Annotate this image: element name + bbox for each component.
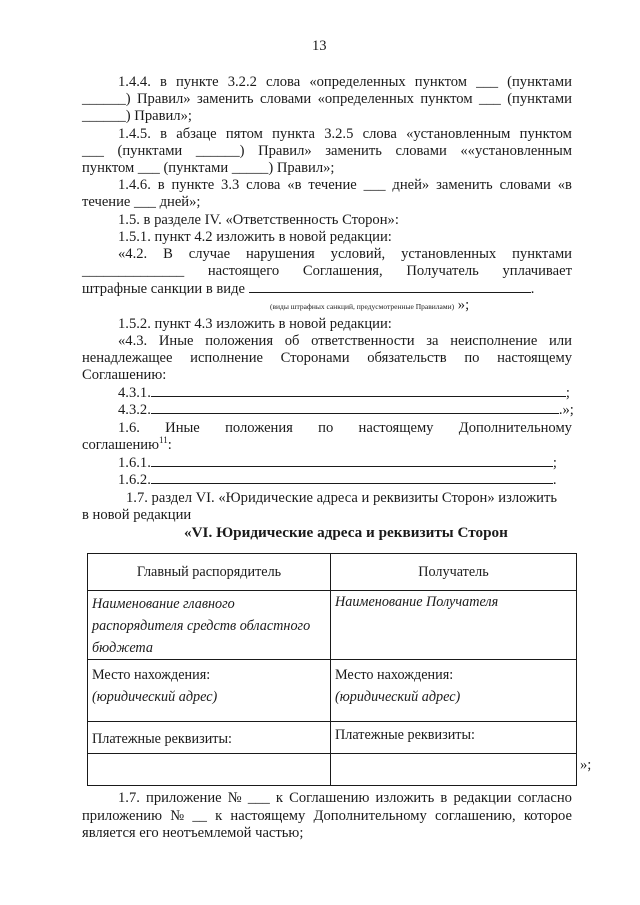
word: по [318,420,334,436]
word: случае [188,246,231,262]
word: слова [265,74,301,90]
word: «определенных [317,91,414,107]
word: Иные [165,420,200,436]
table-row-empty [88,754,577,786]
table-closing-quote: »; [580,757,592,773]
clause-1-6-line1 [118,420,572,437]
location-label: Место нахождения: [92,667,211,683]
word: ______) [82,91,131,107]
word: редакции [453,790,512,806]
word: __ [192,808,207,824]
blank-line [151,472,553,484]
word: пунктами [512,246,572,262]
closing-quote: »; [457,297,470,313]
clause-4-2-line1 [118,246,572,263]
clause-1-4-6-line2: течение ___ дней»; [82,194,201,210]
clause-1-4-4-line3: ______) Правил»; [82,108,192,124]
word: Дополнительному [313,808,427,824]
requisites-table [87,553,577,786]
word: пунктом [519,126,572,142]
word: ««установленным [460,143,572,159]
word: обязательств [367,350,447,366]
word: по [464,350,480,366]
word: положения [225,420,293,436]
appendix-clause-line1 [118,790,572,807]
clause-1-5-2: 1.5.2. пункт 4.3 изложить в новой редакции: [118,316,392,332]
word: условий, [330,246,386,262]
word: в [160,126,167,142]
penalty-text: штрафные санкции в виде [82,281,246,297]
word: Правил» [258,143,312,159]
word: заменить [325,143,382,159]
clause-1-5: 1.5. в разделе IV. «Ответственность Сторон»: [118,212,399,228]
period: . [530,281,535,297]
payment-cell-left: Платежные реквизиты: [88,722,331,754]
word: ___ [363,177,386,193]
word: течение [308,177,357,193]
word: «в [287,177,302,193]
word: настоящему [358,420,434,436]
location-hint: (юридический адрес) [335,689,461,705]
word: в [440,790,448,806]
location-cell-right [331,660,577,722]
payment-cell-right: Платежные реквизиты: [331,722,577,754]
word: дней» [392,177,430,193]
word: установленных [401,246,497,262]
name-cell-left: Наименование главного распорядителя средств областного бюджета [88,591,331,660]
clause-4-2-line3 [82,281,534,298]
clause-4-3-line2 [82,350,572,367]
word: Соглашения, [302,263,383,279]
clause-1-4-5-line3: пунктом ___ (пунктами _____) Правил»; [82,160,335,176]
word: пунктом [414,74,468,90]
word: соглашению, [434,808,516,824]
clause-1-4-4-line1 [118,74,572,91]
clause-1-6-2 [118,472,557,489]
word: 1.4.4. [118,74,151,90]
word: 1.4.6. [118,177,151,193]
word: ненадлежащее [82,350,173,366]
word: № [227,790,242,806]
clause-1-4-4-line2 [82,91,572,108]
appendix-clause-line2 [82,808,572,825]
word: за [426,333,439,349]
word: слова [362,126,397,142]
word: «4.3. [118,333,148,349]
word: которое [523,808,572,824]
empty-cell-left [88,754,331,786]
word: 3.2.2 [227,74,257,90]
word: исполнение [190,350,264,366]
page-number: 13 [312,38,327,54]
word: ___ [82,143,104,159]
word: заменить [196,91,254,107]
word: согласно [517,790,572,806]
table-row-location [88,660,577,722]
clause-1-7-line1: 1.7. раздел VI. «Юридические адреса и реквизиты Сторон» изложить [126,490,558,506]
word: 3.3 [221,177,240,193]
word: об [284,333,300,349]
word: пунктом [420,91,473,107]
punct: ; [565,385,570,401]
word: словами [499,177,551,193]
clause-1-4-5-line1 [118,126,572,143]
word: изложить [375,790,435,806]
word: Получатель [406,263,479,279]
item-number: 1.6.1. [118,455,151,471]
word: (пунктами [507,74,572,90]
table-row-payment [88,722,577,754]
word: словами [259,91,312,107]
word: пункте [171,177,215,193]
word: неисполнение [450,333,538,349]
punct: : [167,437,172,453]
clause-1-6-line2 [82,437,172,454]
word: ответственности [311,333,415,349]
item-number: 4.3.2. [118,402,151,418]
empty-cell-right [331,754,577,786]
word: (пунктами [117,143,183,159]
appendix-clause-line3: является его неотъемлемой частью; [82,825,304,841]
name-cell-right: Наименование Получателя [331,591,577,660]
word: слова [246,177,281,193]
penalty-hint: (виды штрафных санкций, предусмотренные Правилами) [270,302,455,311]
table-row-name [88,591,577,660]
word: к [215,808,223,824]
item-number: 4.3.1. [118,385,151,401]
word: 1.7. [118,790,140,806]
header-cell-recipient: Получатель [331,554,577,591]
clause-1-4-5-line2 [82,143,572,160]
word: пункте [175,74,219,90]
penalty-blank [249,281,531,293]
word: Иные [158,333,194,349]
word: № [170,808,185,824]
clause-1-7-line2: в новой редакции [82,507,192,523]
word: уплачивает [502,263,572,279]
punct: ; [552,455,557,471]
clause-4-2-line2 [82,263,572,280]
word: ______________ [82,263,185,279]
word: к [275,790,283,806]
word: 1.4.5. [118,126,151,142]
word: положения [205,333,274,349]
section-title: «VI. Юридические адреса и реквизиты Сторон [184,524,508,541]
clause-4-3-line1 [118,333,572,350]
clause-4-3-1 [118,385,570,402]
word: пункта [272,126,315,142]
clause-4-3-2 [118,402,574,419]
blank-line [151,402,559,414]
word: в [157,177,165,193]
punct: .»; [558,402,574,418]
word: (пунктами [507,91,572,107]
word: ______) [195,143,245,159]
word: ___ [478,91,501,107]
word: 1.6. [118,420,140,436]
word: словами [395,143,447,159]
word: «4.2. [118,246,148,262]
word: приложению [82,808,163,824]
blank-line [151,455,553,467]
table-header-row [88,554,577,591]
word: соглашению [82,437,160,453]
punct: . [552,472,557,488]
word: или [549,333,572,349]
word: Дополнительному [458,420,572,436]
word: Соглашению [289,790,370,806]
word: «в [557,177,572,193]
word: абзаце [176,126,217,142]
word: пятом [225,126,263,142]
word: настоящему [230,808,306,824]
clause-4-3-line3: Соглашению: [82,367,167,383]
word: настоящему [497,350,572,366]
word: приложение [146,790,222,806]
blank-line [151,385,566,397]
word: ___ [247,790,270,806]
clause-1-5-1: 1.5.1. пункт 4.2 изложить в новой редакции: [118,229,392,245]
header-cell-chief-administrator: Главный распорядитель [88,554,331,591]
location-cell-left [88,660,331,722]
word: «определенных [309,74,406,90]
word: ___ [476,74,499,90]
word: настоящего [207,263,280,279]
word: Правил» [137,91,191,107]
location-hint: (юридический адрес) [92,689,218,705]
word: «установленным [406,126,511,142]
word: В [163,246,173,262]
word: в [159,74,167,90]
location-label: Место нахождения: [335,667,454,683]
word: Сторонами [280,350,350,366]
footnote-ref: 11 [159,435,168,446]
word: заменить [436,177,493,193]
word: нарушения [246,246,315,262]
penalty-caption [270,297,469,315]
clause-1-6-1 [118,455,557,472]
word: 3.2.5 [324,126,354,142]
item-number: 1.6.2. [118,472,151,488]
clause-1-4-6-line1 [118,177,572,194]
